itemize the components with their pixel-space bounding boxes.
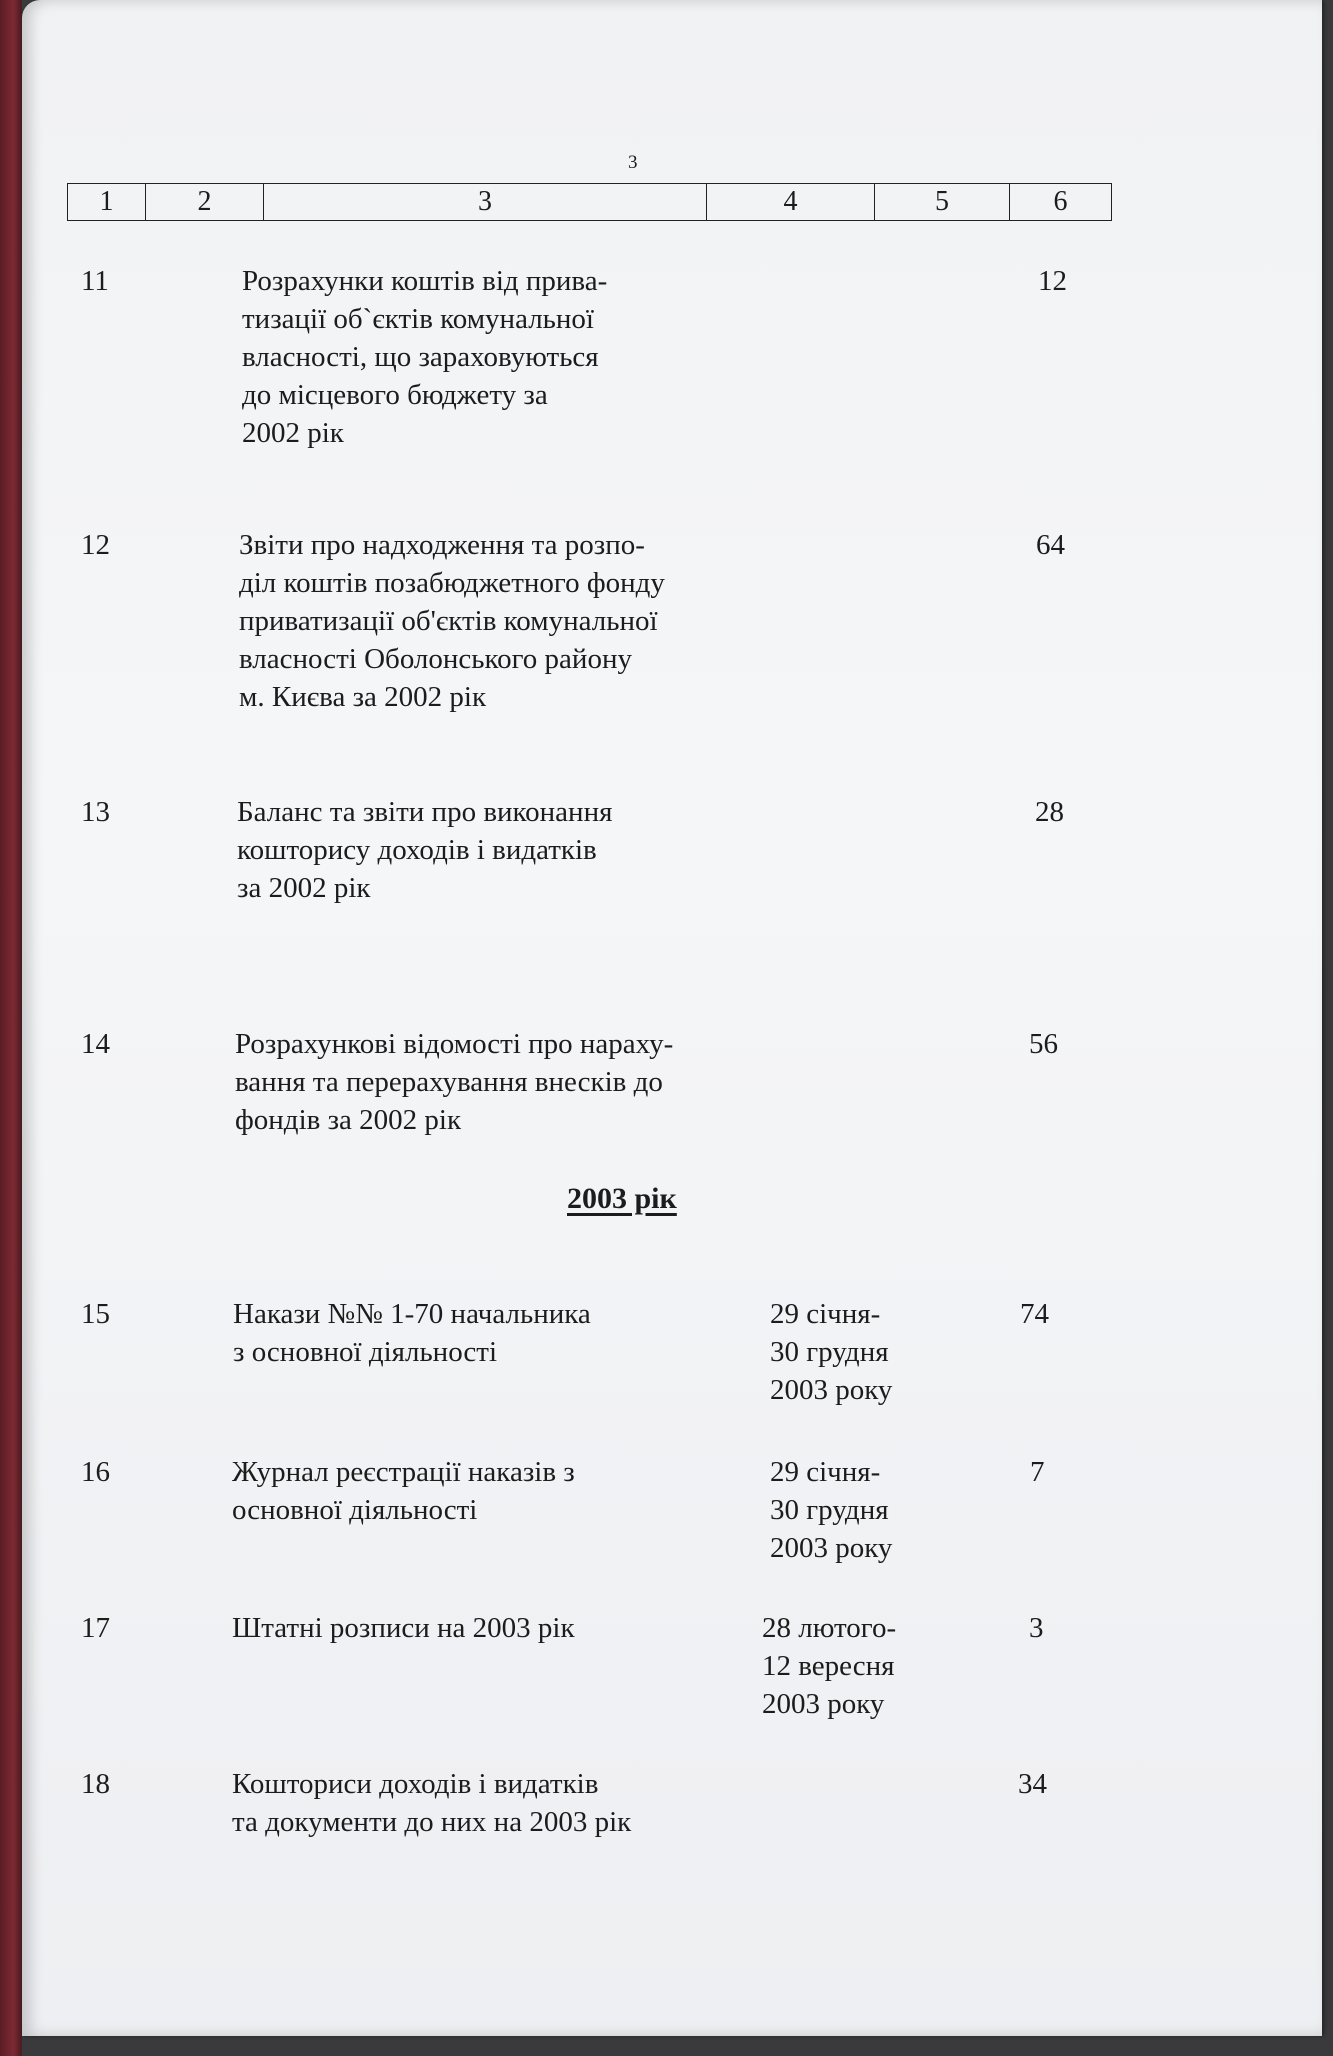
book-spine bbox=[0, 0, 22, 2056]
entry-number: 14 bbox=[81, 1028, 110, 1060]
entry-title: Розрахункові відомості про нараху- вання та перерахування внесків до фондів за 2002 рік bbox=[235, 1028, 674, 1136]
entry-title: Штатні розписи на 2003 рік bbox=[232, 1612, 575, 1644]
entry-title: Накази №№ 1-70 начальника з основної діяльності bbox=[233, 1298, 591, 1368]
entry-count: 28 bbox=[1035, 796, 1064, 828]
entry-title: Звіти про надходження та розпо- діл коштів позабюджетного фонду приватизації об'єктів комунальної власності Оболонського району м. Києва за 2002 рік bbox=[239, 529, 665, 713]
entry-number: 12 bbox=[81, 529, 110, 561]
entry-number: 18 bbox=[81, 1768, 110, 1800]
entry-title: Розрахунки коштів від прива- тизації об`єктів комунальної власності, що зараховуються до місцевого бюджету за 2002 рік bbox=[242, 265, 608, 449]
entry-count: 34 bbox=[1018, 1768, 1047, 1800]
header-col-2: 2 bbox=[146, 184, 264, 220]
table-header bbox=[67, 183, 1112, 221]
entry-title: Журнал реєстрації наказів з основної діяльності bbox=[232, 1456, 575, 1526]
page-number: 3 bbox=[628, 152, 638, 173]
entry-count: 3 bbox=[1029, 1612, 1044, 1644]
entry-number: 15 bbox=[81, 1298, 110, 1330]
entry-dates: 29 січня- 30 грудня 2003 року bbox=[770, 1298, 893, 1406]
entry-count: 7 bbox=[1030, 1456, 1045, 1488]
entry-dates: 28 лютого- 12 вересня 2003 року bbox=[762, 1612, 897, 1720]
entry-count: 12 bbox=[1038, 265, 1067, 297]
header-col-4: 4 bbox=[707, 184, 875, 220]
entry-number: 17 bbox=[81, 1612, 110, 1644]
entry-count: 56 bbox=[1029, 1028, 1058, 1060]
header-col-3: 3 bbox=[264, 184, 707, 220]
entry-title: Баланс та звіти про виконання кошторису доходів і видатків за 2002 рік bbox=[237, 796, 613, 904]
entry-number: 11 bbox=[81, 265, 109, 297]
entry-dates: 29 січня- 30 грудня 2003 року bbox=[770, 1456, 893, 1564]
year-heading: 2003 рік bbox=[567, 1182, 677, 1215]
header-col-1: 1 bbox=[68, 184, 146, 220]
entry-number: 13 bbox=[81, 796, 110, 828]
entry-count: 64 bbox=[1036, 529, 1065, 561]
entry-title: Кошториси доходів і видатків та документи до них на 2003 рік bbox=[232, 1768, 632, 1838]
entry-number: 16 bbox=[81, 1456, 110, 1488]
header-col-6: 6 bbox=[1053, 186, 1068, 217]
header-col-5: 5 bbox=[875, 184, 1010, 220]
entry-count: 74 bbox=[1020, 1298, 1049, 1330]
document-page bbox=[22, 0, 1322, 2036]
